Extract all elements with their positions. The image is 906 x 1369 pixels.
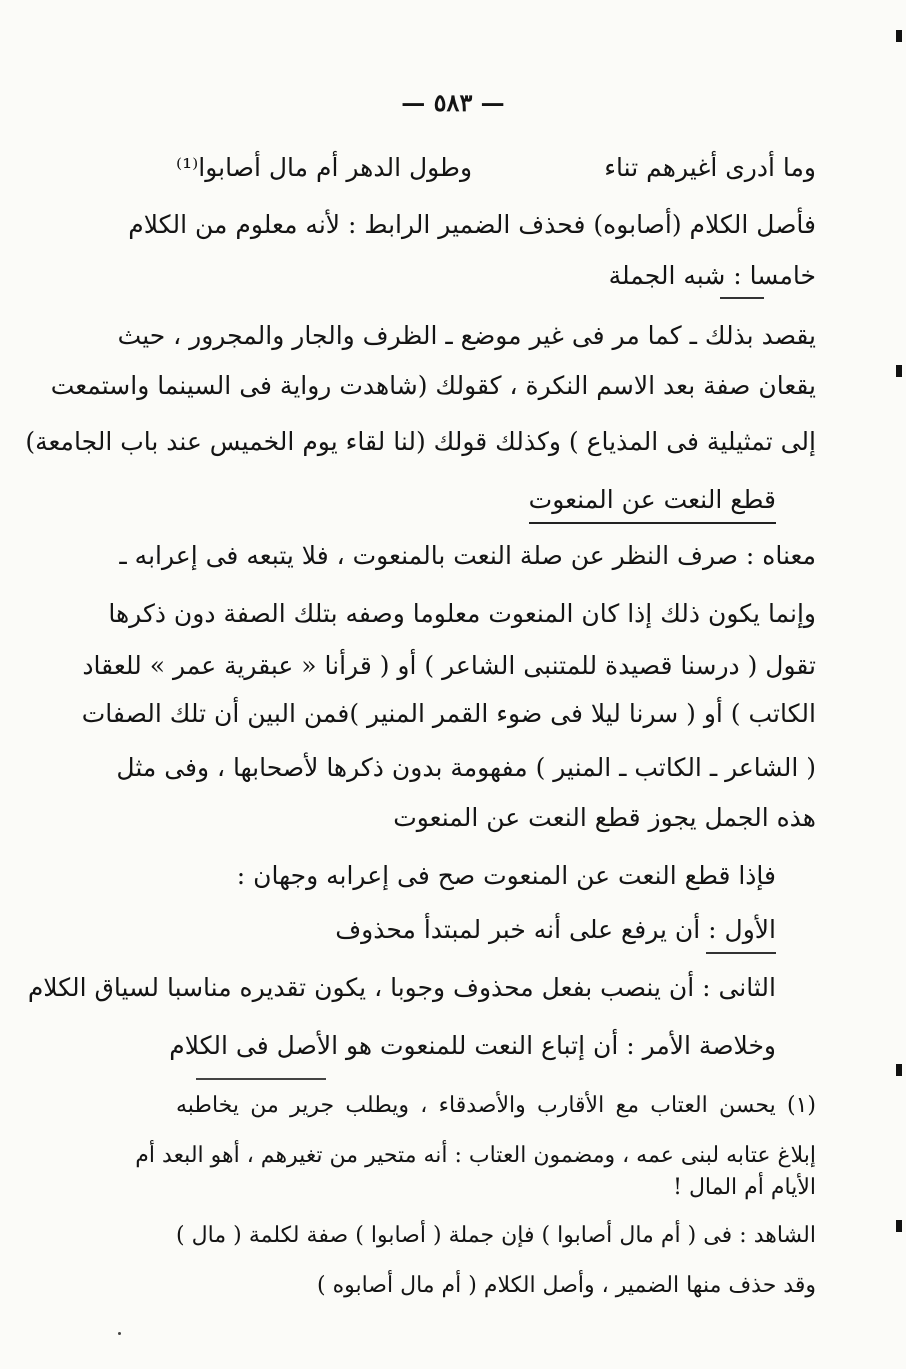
case-first: [176, 912, 776, 948]
section-heading-cutting: [136, 482, 776, 524]
footnote-line: الشاهد : فى ( أم مال أصابوا ) فإن جملة ( أصابوا ) صفة لكلمة ( مال ): [176, 1223, 816, 1248]
section-heading-label: قطع النعت عن المنعوت: [529, 482, 776, 524]
text-line: ( الشاعر ـ الكاتب ـ المنير ) مفهومة بدون ذكرها لأصحابها ، وفى مثل: [116, 753, 816, 782]
case-first-underline: [706, 952, 776, 954]
margin-mark: [896, 1064, 902, 1076]
text-line: هذه الجمل يجوز قطع النعت عن المنعوت: [393, 803, 816, 832]
margin-mark: [896, 365, 902, 377]
text-line: تقول ( درسنا قصيدة للمتنبى الشاعر ) أو ( قرأنا « عبقرية عمر » للعقاد: [82, 651, 816, 680]
summary-line: وخلاصة الأمر : أن إتباع النعت للمنعوت هو الأصل فى الكلام: [169, 1031, 776, 1060]
footnote-line: الأيام أم المال !: [673, 1175, 816, 1200]
text-line: يقعان صفة بعد الاسم النكرة ، كقولك (شاهدت رواية فى السينما واستمعت: [50, 371, 816, 400]
text-line: فإذا قطع النعت عن المنعوت صح فى إعرابه وجهان :: [236, 861, 776, 890]
margin-mark: [896, 1220, 902, 1232]
text-line: الكاتب ) أو ( سرنا ليلا فى ضوء القمر المنير )فمن البين أن تلك الصفات: [81, 699, 816, 728]
verse-second-hemistich: وطول الدهر أم مال أصابوا⁽¹⁾: [176, 153, 473, 182]
section-heading-label: خامسا : شبه الجملة: [608, 261, 816, 290]
page-number: — ٥٨٣ —: [401, 88, 505, 117]
footnote-line: (١) يحسن العتاب مع الأقارب والأصدقاء ، ويطلب جرير من يخاطبه: [176, 1093, 816, 1118]
text-line: فأصل الكلام (أصابوه) فحذف الضمير الرابط : لأنه معلوم من الكلام: [128, 210, 816, 239]
case-second: الثانى : أن ينصب بفعل محذوف وجوبا ، يكون تقديره مناسبا لسياق الكلام: [27, 973, 776, 1002]
text-line: معناه : صرف النظر عن صلة النعت بالمنعوت ، فلا يتبعه فى إعرابه ـ: [119, 541, 816, 570]
heading-underline: [720, 297, 764, 299]
text-line: وإنما يكون ذلك إذا كان المنعوت معلوما وصفه بتلك الصفة دون ذكرها: [108, 599, 816, 628]
verse-first-hemistich: وما أدرى أغيرهم تناء: [604, 153, 816, 182]
scan-speck: [118, 1332, 121, 1335]
poetry-verse: [176, 150, 816, 186]
footnote-line: وقد حذف منها الضمير ، وأصل الكلام ( أم مال أصابوه ): [317, 1273, 816, 1298]
footnote-separator: [196, 1078, 326, 1080]
section-heading-phrase: [176, 258, 816, 294]
text-line: إلى تمثيلية فى المذياع ) وكذلك قولك (لنا لقاء يوم الخميس عند باب الجامعة): [25, 427, 816, 456]
case-first-text: الأول : أن يرفع على أنه خبر لمبتدأ محذوف: [335, 915, 776, 944]
footnote-line: إبلاغ عتابه لبنى عمه ، ومضمون العتاب : أنه متحير من تغيرهم ، أهو البعد أم: [135, 1143, 816, 1168]
text-line: يقصد بذلك ـ كما مر فى غير موضع ـ الظرف والجار والمجرور ، حيث: [117, 321, 816, 350]
margin-mark: [896, 30, 902, 42]
